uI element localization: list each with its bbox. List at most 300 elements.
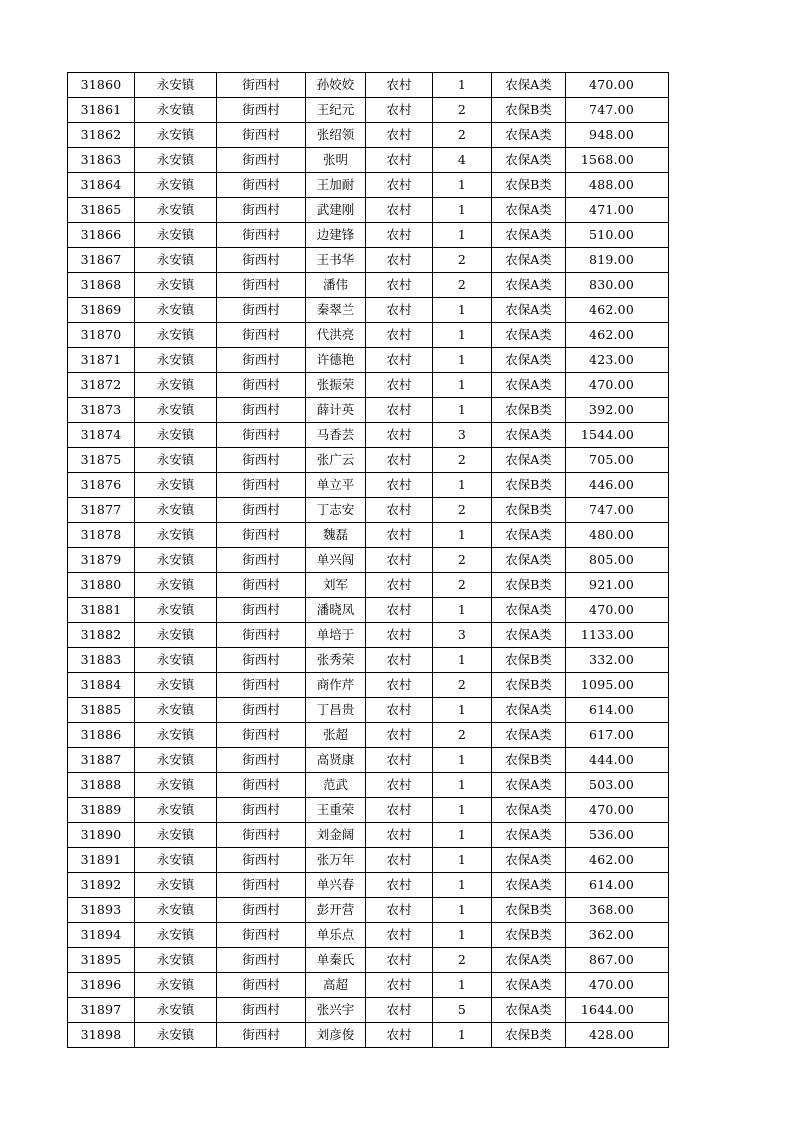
table-row — [68, 598, 669, 623]
name-cell: 张万年 — [306, 848, 366, 873]
serial-cell: 31872 — [68, 373, 135, 398]
count-cell: 2 — [433, 123, 492, 148]
type-cell: 农村 — [366, 698, 433, 723]
table-row — [68, 548, 669, 573]
category-cell: 农保A类 — [492, 823, 566, 848]
amount-cell: 1644.00 — [566, 998, 669, 1023]
town-cell: 永安镇 — [135, 673, 217, 698]
amount-cell: 368.00 — [566, 898, 669, 923]
table-row — [68, 698, 669, 723]
town-cell: 永安镇 — [135, 98, 217, 123]
serial-cell: 31881 — [68, 598, 135, 623]
type-cell: 农村 — [366, 973, 433, 998]
village-cell: 街西村 — [217, 323, 306, 348]
amount-cell: 503.00 — [566, 773, 669, 798]
amount-cell: 705.00 — [566, 448, 669, 473]
village-cell: 街西村 — [217, 248, 306, 273]
count-cell: 2 — [433, 273, 492, 298]
type-cell: 农村 — [366, 1023, 433, 1048]
village-cell: 街西村 — [217, 473, 306, 498]
serial-cell: 31879 — [68, 548, 135, 573]
table-row — [68, 373, 669, 398]
table-row — [68, 173, 669, 198]
type-cell: 农村 — [366, 723, 433, 748]
town-cell: 永安镇 — [135, 873, 217, 898]
table-row — [68, 998, 669, 1023]
table-row — [68, 673, 669, 698]
count-cell: 1 — [433, 648, 492, 673]
village-cell: 街西村 — [217, 198, 306, 223]
count-cell: 1 — [433, 598, 492, 623]
village-cell: 街西村 — [217, 273, 306, 298]
amount-cell: 867.00 — [566, 948, 669, 973]
type-cell: 农村 — [366, 198, 433, 223]
type-cell: 农村 — [366, 98, 433, 123]
town-cell: 永安镇 — [135, 848, 217, 873]
table-row — [68, 198, 669, 223]
count-cell: 1 — [433, 223, 492, 248]
name-cell: 彭开营 — [306, 898, 366, 923]
name-cell: 边建锋 — [306, 223, 366, 248]
type-cell: 农村 — [366, 623, 433, 648]
village-cell: 街西村 — [217, 373, 306, 398]
count-cell: 4 — [433, 148, 492, 173]
village-cell: 街西村 — [217, 598, 306, 623]
category-cell: 农保B类 — [492, 748, 566, 773]
count-cell: 1 — [433, 73, 492, 98]
category-cell: 农保B类 — [492, 673, 566, 698]
name-cell: 张兴宇 — [306, 998, 366, 1023]
category-cell: 农保A类 — [492, 798, 566, 823]
type-cell: 农村 — [366, 573, 433, 598]
town-cell: 永安镇 — [135, 473, 217, 498]
category-cell: 农保A类 — [492, 223, 566, 248]
name-cell: 单兴闯 — [306, 548, 366, 573]
category-cell: 农保B类 — [492, 398, 566, 423]
town-cell: 永安镇 — [135, 73, 217, 98]
type-cell: 农村 — [366, 873, 433, 898]
name-cell: 孙姣姣 — [306, 73, 366, 98]
amount-cell: 428.00 — [566, 1023, 669, 1048]
town-cell: 永安镇 — [135, 923, 217, 948]
type-cell: 农村 — [366, 248, 433, 273]
type-cell: 农村 — [366, 423, 433, 448]
count-cell: 1 — [433, 973, 492, 998]
serial-cell: 31884 — [68, 673, 135, 698]
town-cell: 永安镇 — [135, 123, 217, 148]
amount-cell: 462.00 — [566, 323, 669, 348]
serial-cell: 31887 — [68, 748, 135, 773]
serial-cell: 31878 — [68, 523, 135, 548]
category-cell: 农保A类 — [492, 448, 566, 473]
count-cell: 1 — [433, 898, 492, 923]
type-cell: 农村 — [366, 748, 433, 773]
town-cell: 永安镇 — [135, 523, 217, 548]
amount-cell: 1133.00 — [566, 623, 669, 648]
village-cell: 街西村 — [217, 873, 306, 898]
name-cell: 丁志安 — [306, 498, 366, 523]
table-row — [68, 523, 669, 548]
town-cell: 永安镇 — [135, 548, 217, 573]
table-row — [68, 148, 669, 173]
table-row — [68, 123, 669, 148]
count-cell: 1 — [433, 873, 492, 898]
table-row — [68, 873, 669, 898]
category-cell: 农保A类 — [492, 973, 566, 998]
amount-cell: 617.00 — [566, 723, 669, 748]
amount-cell: 510.00 — [566, 223, 669, 248]
town-cell: 永安镇 — [135, 823, 217, 848]
serial-cell: 31864 — [68, 173, 135, 198]
table-row — [68, 73, 669, 98]
count-cell: 1 — [433, 823, 492, 848]
count-cell: 1 — [433, 848, 492, 873]
table-row — [68, 848, 669, 873]
count-cell: 1 — [433, 773, 492, 798]
name-cell: 魏磊 — [306, 523, 366, 548]
table-row — [68, 648, 669, 673]
amount-cell: 614.00 — [566, 698, 669, 723]
count-cell: 1 — [433, 923, 492, 948]
village-cell: 街西村 — [217, 623, 306, 648]
serial-cell: 31874 — [68, 423, 135, 448]
serial-cell: 31863 — [68, 148, 135, 173]
name-cell: 王书华 — [306, 248, 366, 273]
village-cell: 街西村 — [217, 898, 306, 923]
village-cell: 街西村 — [217, 398, 306, 423]
village-cell: 街西村 — [217, 423, 306, 448]
amount-cell: 444.00 — [566, 748, 669, 773]
count-cell: 5 — [433, 998, 492, 1023]
serial-cell: 31883 — [68, 648, 135, 673]
village-cell: 街西村 — [217, 448, 306, 473]
village-cell: 街西村 — [217, 998, 306, 1023]
type-cell: 农村 — [366, 548, 433, 573]
name-cell: 单秦氏 — [306, 948, 366, 973]
count-cell: 2 — [433, 548, 492, 573]
town-cell: 永安镇 — [135, 298, 217, 323]
name-cell: 许德艳 — [306, 348, 366, 373]
table-row — [68, 773, 669, 798]
village-cell: 街西村 — [217, 798, 306, 823]
count-cell: 1 — [433, 398, 492, 423]
village-cell: 街西村 — [217, 1023, 306, 1048]
table-row — [68, 248, 669, 273]
category-cell: 农保B类 — [492, 648, 566, 673]
village-cell: 街西村 — [217, 573, 306, 598]
count-cell: 1 — [433, 523, 492, 548]
town-cell: 永安镇 — [135, 748, 217, 773]
count-cell: 2 — [433, 498, 492, 523]
town-cell: 永安镇 — [135, 773, 217, 798]
amount-cell: 948.00 — [566, 123, 669, 148]
village-cell: 街西村 — [217, 748, 306, 773]
category-cell: 农保B类 — [492, 98, 566, 123]
type-cell: 农村 — [366, 923, 433, 948]
count-cell: 1 — [433, 698, 492, 723]
table-row — [68, 573, 669, 598]
name-cell: 刘军 — [306, 573, 366, 598]
category-cell: 农保B类 — [492, 573, 566, 598]
type-cell: 农村 — [366, 498, 433, 523]
amount-cell: 332.00 — [566, 648, 669, 673]
name-cell: 单立平 — [306, 473, 366, 498]
count-cell: 1 — [433, 348, 492, 373]
count-cell: 1 — [433, 198, 492, 223]
serial-cell: 31898 — [68, 1023, 135, 1048]
serial-cell: 31875 — [68, 448, 135, 473]
category-cell: 农保A类 — [492, 698, 566, 723]
count-cell: 2 — [433, 448, 492, 473]
serial-cell: 31882 — [68, 623, 135, 648]
serial-cell: 31895 — [68, 948, 135, 973]
count-cell: 1 — [433, 798, 492, 823]
village-cell: 街西村 — [217, 298, 306, 323]
type-cell: 农村 — [366, 773, 433, 798]
town-cell: 永安镇 — [135, 898, 217, 923]
table-row — [68, 823, 669, 848]
type-cell: 农村 — [366, 448, 433, 473]
serial-cell: 31894 — [68, 923, 135, 948]
serial-cell: 31891 — [68, 848, 135, 873]
category-cell: 农保A类 — [492, 623, 566, 648]
table-row — [68, 223, 669, 248]
amount-cell: 362.00 — [566, 923, 669, 948]
type-cell: 农村 — [366, 823, 433, 848]
village-cell: 街西村 — [217, 673, 306, 698]
table-row — [68, 723, 669, 748]
serial-cell: 31873 — [68, 398, 135, 423]
amount-cell: 536.00 — [566, 823, 669, 848]
serial-cell: 31886 — [68, 723, 135, 748]
serial-cell: 31889 — [68, 798, 135, 823]
amount-cell: 480.00 — [566, 523, 669, 548]
town-cell: 永安镇 — [135, 648, 217, 673]
count-cell: 2 — [433, 98, 492, 123]
category-cell: 农保A类 — [492, 773, 566, 798]
name-cell: 单乐点 — [306, 923, 366, 948]
serial-cell: 31869 — [68, 298, 135, 323]
count-cell: 1 — [433, 1023, 492, 1048]
name-cell: 范武 — [306, 773, 366, 798]
type-cell: 农村 — [366, 373, 433, 398]
amount-cell: 470.00 — [566, 373, 669, 398]
table-row — [68, 798, 669, 823]
name-cell: 潘伟 — [306, 273, 366, 298]
serial-cell: 31888 — [68, 773, 135, 798]
amount-cell: 614.00 — [566, 873, 669, 898]
town-cell: 永安镇 — [135, 573, 217, 598]
name-cell: 张振荣 — [306, 373, 366, 398]
type-cell: 农村 — [366, 223, 433, 248]
name-cell: 张秀荣 — [306, 648, 366, 673]
category-cell: 农保A类 — [492, 123, 566, 148]
name-cell: 单兴春 — [306, 873, 366, 898]
town-cell: 永安镇 — [135, 623, 217, 648]
count-cell: 3 — [433, 423, 492, 448]
table-row — [68, 298, 669, 323]
category-cell: 农保A类 — [492, 548, 566, 573]
table-row — [68, 898, 669, 923]
village-cell: 街西村 — [217, 648, 306, 673]
amount-cell: 470.00 — [566, 973, 669, 998]
village-cell: 街西村 — [217, 923, 306, 948]
category-cell: 农保A类 — [492, 723, 566, 748]
town-cell: 永安镇 — [135, 798, 217, 823]
type-cell: 农村 — [366, 298, 433, 323]
town-cell: 永安镇 — [135, 323, 217, 348]
type-cell: 农村 — [366, 598, 433, 623]
serial-cell: 31896 — [68, 973, 135, 998]
town-cell: 永安镇 — [135, 998, 217, 1023]
category-cell: 农保A类 — [492, 848, 566, 873]
type-cell: 农村 — [366, 348, 433, 373]
count-cell: 1 — [433, 748, 492, 773]
count-cell: 1 — [433, 173, 492, 198]
name-cell: 马香芸 — [306, 423, 366, 448]
town-cell: 永安镇 — [135, 273, 217, 298]
amount-cell: 747.00 — [566, 98, 669, 123]
amount-cell: 747.00 — [566, 498, 669, 523]
name-cell: 张广云 — [306, 448, 366, 473]
table-row — [68, 98, 669, 123]
village-cell: 街西村 — [217, 123, 306, 148]
amount-cell: 446.00 — [566, 473, 669, 498]
table-row — [68, 473, 669, 498]
serial-cell: 31867 — [68, 248, 135, 273]
amount-cell: 462.00 — [566, 848, 669, 873]
serial-cell: 31897 — [68, 998, 135, 1023]
table-row — [68, 1023, 669, 1048]
town-cell: 永安镇 — [135, 248, 217, 273]
count-cell: 2 — [433, 573, 492, 598]
town-cell: 永安镇 — [135, 148, 217, 173]
type-cell: 农村 — [366, 523, 433, 548]
category-cell: 农保A类 — [492, 198, 566, 223]
village-cell: 街西村 — [217, 98, 306, 123]
serial-cell: 31885 — [68, 698, 135, 723]
town-cell: 永安镇 — [135, 348, 217, 373]
serial-cell: 31865 — [68, 198, 135, 223]
category-cell: 农保B类 — [492, 473, 566, 498]
amount-cell: 1544.00 — [566, 423, 669, 448]
category-cell: 农保A类 — [492, 323, 566, 348]
type-cell: 农村 — [366, 798, 433, 823]
type-cell: 农村 — [366, 323, 433, 348]
village-cell: 街西村 — [217, 173, 306, 198]
town-cell: 永安镇 — [135, 498, 217, 523]
count-cell: 1 — [433, 298, 492, 323]
category-cell: 农保B类 — [492, 898, 566, 923]
count-cell: 2 — [433, 948, 492, 973]
amount-cell: 470.00 — [566, 798, 669, 823]
name-cell: 高超 — [306, 973, 366, 998]
name-cell: 张绍领 — [306, 123, 366, 148]
serial-cell: 31871 — [68, 348, 135, 373]
type-cell: 农村 — [366, 123, 433, 148]
name-cell: 高贤康 — [306, 748, 366, 773]
town-cell: 永安镇 — [135, 198, 217, 223]
village-cell: 街西村 — [217, 223, 306, 248]
type-cell: 农村 — [366, 673, 433, 698]
town-cell: 永安镇 — [135, 398, 217, 423]
table-row — [68, 323, 669, 348]
name-cell: 王加耐 — [306, 173, 366, 198]
village-cell: 街西村 — [217, 948, 306, 973]
category-cell: 农保A类 — [492, 598, 566, 623]
serial-cell: 31868 — [68, 273, 135, 298]
category-cell: 农保A类 — [492, 423, 566, 448]
town-cell: 永安镇 — [135, 223, 217, 248]
amount-cell: 392.00 — [566, 398, 669, 423]
category-cell: 农保B类 — [492, 1023, 566, 1048]
amount-cell: 488.00 — [566, 173, 669, 198]
name-cell: 武建刚 — [306, 198, 366, 223]
name-cell: 秦翠兰 — [306, 298, 366, 323]
name-cell: 丁昌贵 — [306, 698, 366, 723]
name-cell: 张超 — [306, 723, 366, 748]
serial-cell: 31866 — [68, 223, 135, 248]
amount-cell: 470.00 — [566, 73, 669, 98]
category-cell: 农保A类 — [492, 873, 566, 898]
name-cell: 潘晓凤 — [306, 598, 366, 623]
table-row — [68, 973, 669, 998]
serial-cell: 31861 — [68, 98, 135, 123]
village-cell: 街西村 — [217, 148, 306, 173]
serial-cell: 31877 — [68, 498, 135, 523]
serial-cell: 31870 — [68, 323, 135, 348]
name-cell: 刘彦俊 — [306, 1023, 366, 1048]
village-cell: 街西村 — [217, 773, 306, 798]
category-cell: 农保A类 — [492, 348, 566, 373]
name-cell: 商作芹 — [306, 673, 366, 698]
type-cell: 农村 — [366, 148, 433, 173]
town-cell: 永安镇 — [135, 173, 217, 198]
amount-cell: 819.00 — [566, 248, 669, 273]
welfare-table — [67, 72, 669, 1048]
table-row — [68, 948, 669, 973]
category-cell: 农保A类 — [492, 998, 566, 1023]
town-cell: 永安镇 — [135, 973, 217, 998]
table-row — [68, 448, 669, 473]
count-cell: 3 — [433, 623, 492, 648]
type-cell: 农村 — [366, 398, 433, 423]
town-cell: 永安镇 — [135, 698, 217, 723]
table-body — [68, 73, 669, 1048]
amount-cell: 470.00 — [566, 598, 669, 623]
category-cell: 农保A类 — [492, 148, 566, 173]
count-cell: 1 — [433, 323, 492, 348]
village-cell: 街西村 — [217, 73, 306, 98]
amount-cell: 462.00 — [566, 298, 669, 323]
table-row — [68, 623, 669, 648]
town-cell: 永安镇 — [135, 598, 217, 623]
serial-cell: 31890 — [68, 823, 135, 848]
type-cell: 农村 — [366, 948, 433, 973]
category-cell: 农保A类 — [492, 248, 566, 273]
name-cell: 代洪亮 — [306, 323, 366, 348]
category-cell: 农保B类 — [492, 173, 566, 198]
village-cell: 街西村 — [217, 498, 306, 523]
town-cell: 永安镇 — [135, 448, 217, 473]
type-cell: 农村 — [366, 848, 433, 873]
category-cell: 农保A类 — [492, 298, 566, 323]
type-cell: 农村 — [366, 173, 433, 198]
name-cell: 王纪元 — [306, 98, 366, 123]
category-cell: 农保B类 — [492, 923, 566, 948]
town-cell: 永安镇 — [135, 723, 217, 748]
name-cell: 张明 — [306, 148, 366, 173]
